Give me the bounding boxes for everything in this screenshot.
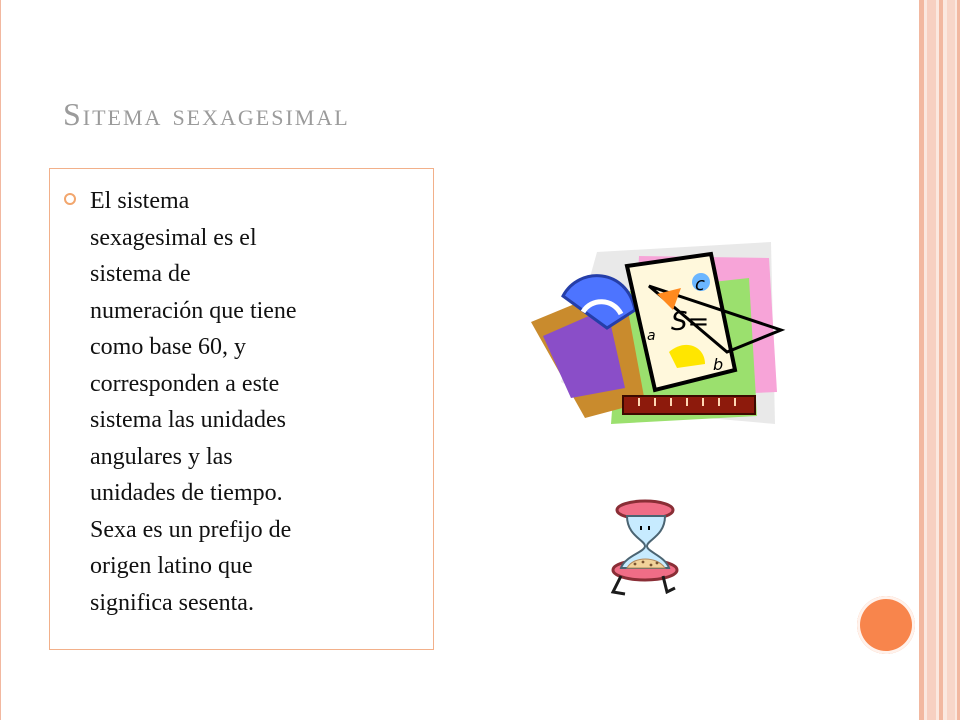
geometry-label-s: S= [671,307,710,337]
bullet-circle-icon [64,193,76,205]
geometry-label-b: b [713,355,724,374]
geometry-label-a: a [647,328,656,344]
geometry-label-c: c [695,274,705,295]
right-stripe-decoration [919,0,960,720]
hourglass-clipart [603,496,689,596]
content-box [49,168,434,650]
bullet-text: El sistema sexagesimal es el sistema de numeración que tiene como base 60, y corresponden a este sistema las unidades angulares y las unidades de tiempo. Sexa es un prefijo de origen latino que significa sesenta. [90,188,297,616]
orange-circle-decoration [857,596,915,654]
slide-title: Sitema sexagesimal [63,96,350,132]
geometry-tools-clipart [531,238,791,428]
